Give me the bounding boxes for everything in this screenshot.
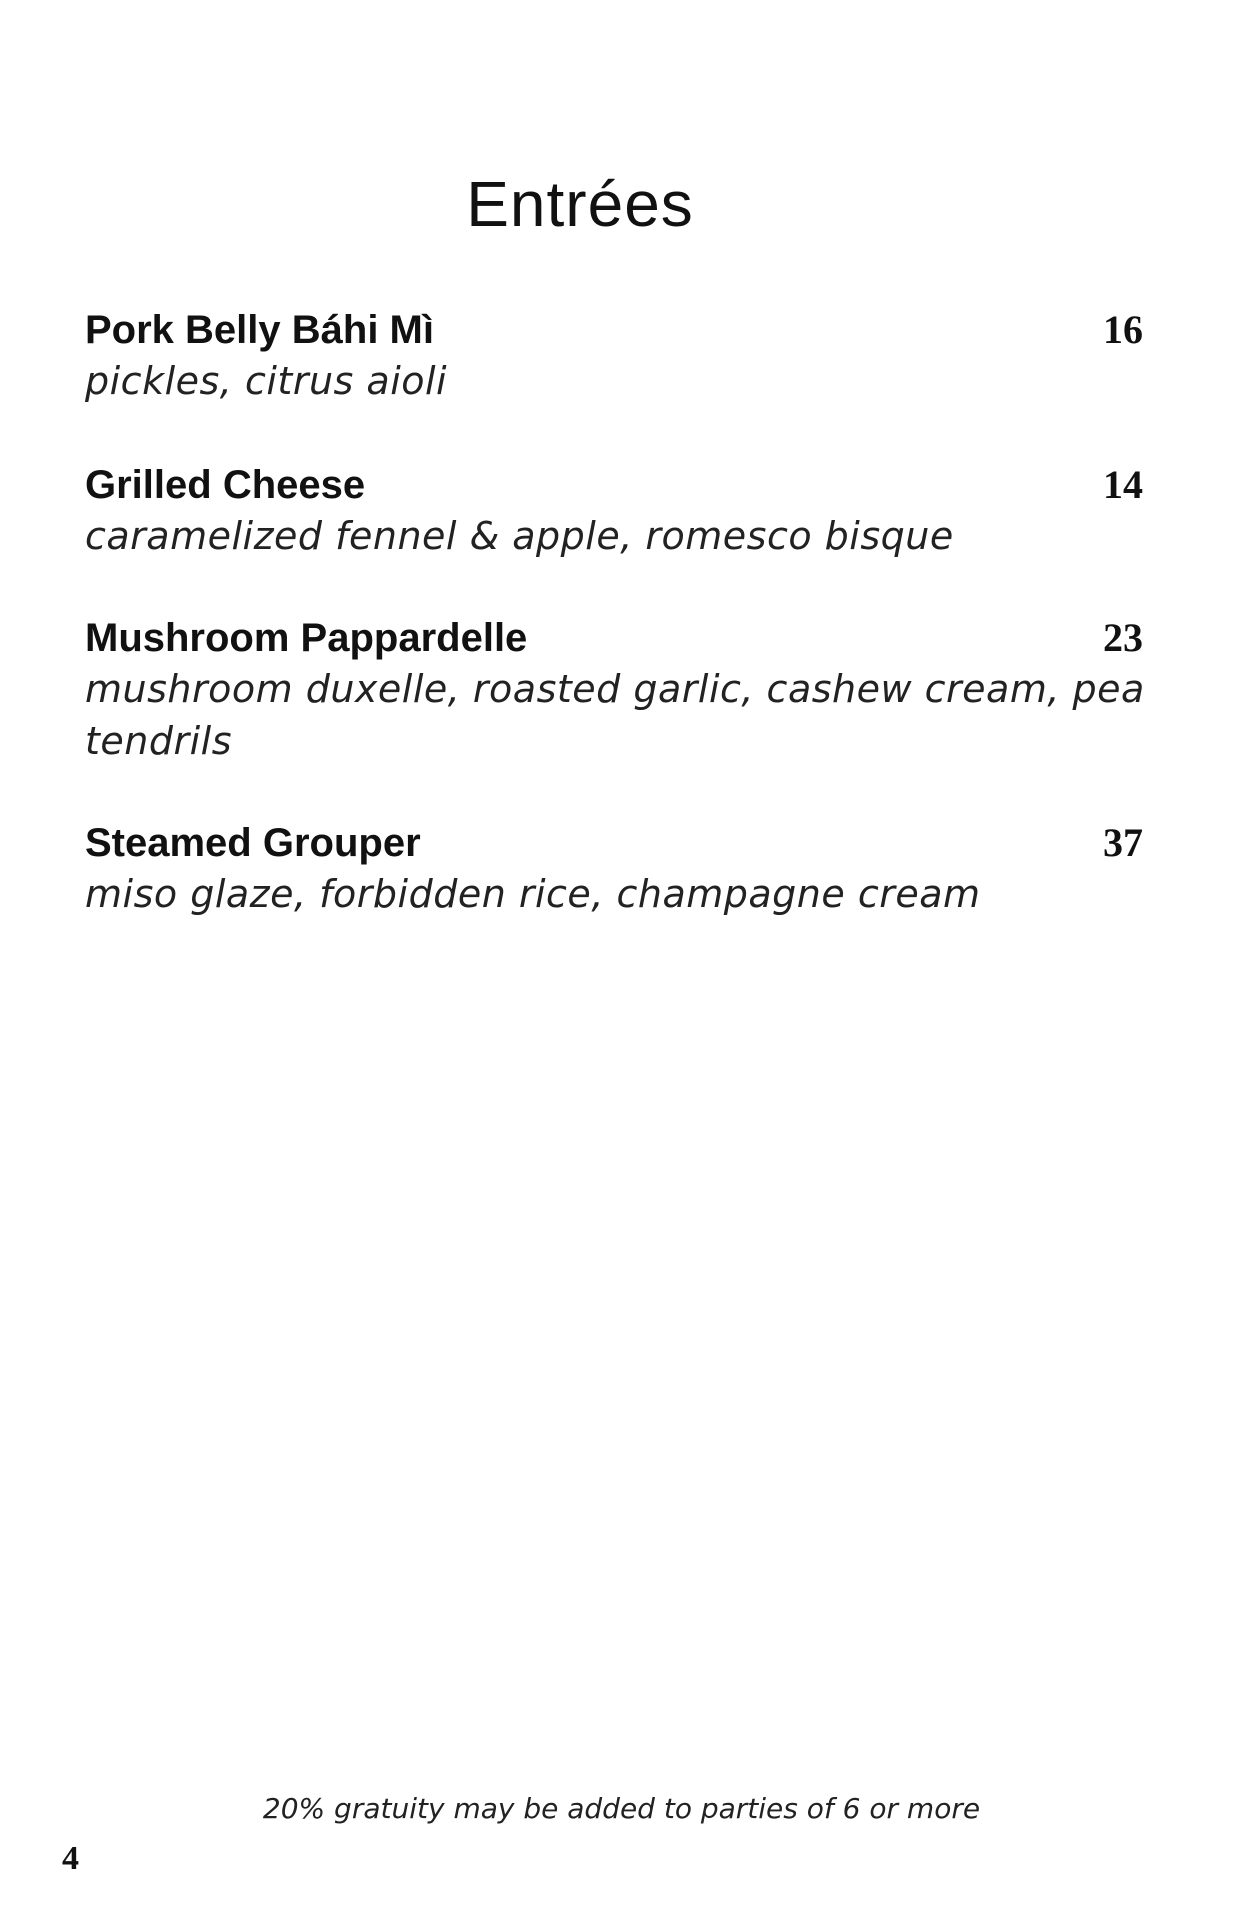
menu-item-description: pickles, citrus aioli <box>85 359 448 403</box>
page-number: 4 <box>62 1840 79 1877</box>
menu-item-name: Steamed Grouper <box>85 821 421 865</box>
menu-item <box>85 460 1145 562</box>
menu-item-header <box>85 613 1145 663</box>
menu-item-header <box>85 460 1145 510</box>
menu-item <box>85 818 1145 920</box>
menu-item-header <box>85 305 1145 355</box>
menu-item-name: Grilled Cheese <box>85 463 366 507</box>
menu-item-description: caramelized fennel & apple, romesco bisque <box>85 514 954 558</box>
menu-item-header <box>85 818 1145 868</box>
gratuity-note: 20% gratuity may be added to parties of 6 or more <box>262 1792 981 1825</box>
menu-item-price: 16 <box>1103 307 1143 352</box>
menu-item-description: miso glaze, forbidden rice, champagne cream <box>85 872 981 916</box>
page-title: Entrées <box>466 168 694 240</box>
menu-item-name: Pork Belly Báhi Mì <box>85 308 434 352</box>
menu-item-name: Mushroom Pappardelle <box>85 616 528 660</box>
menu-item <box>85 305 1145 407</box>
menu-item-price: 37 <box>1103 820 1143 865</box>
menu-item-price: 23 <box>1103 615 1143 660</box>
menu-item-description: mushroom duxelle, roasted garlic, cashew cream, pea tendrils <box>85 667 1145 763</box>
menu-item <box>85 613 1145 767</box>
menu-item-price: 14 <box>1103 462 1143 507</box>
